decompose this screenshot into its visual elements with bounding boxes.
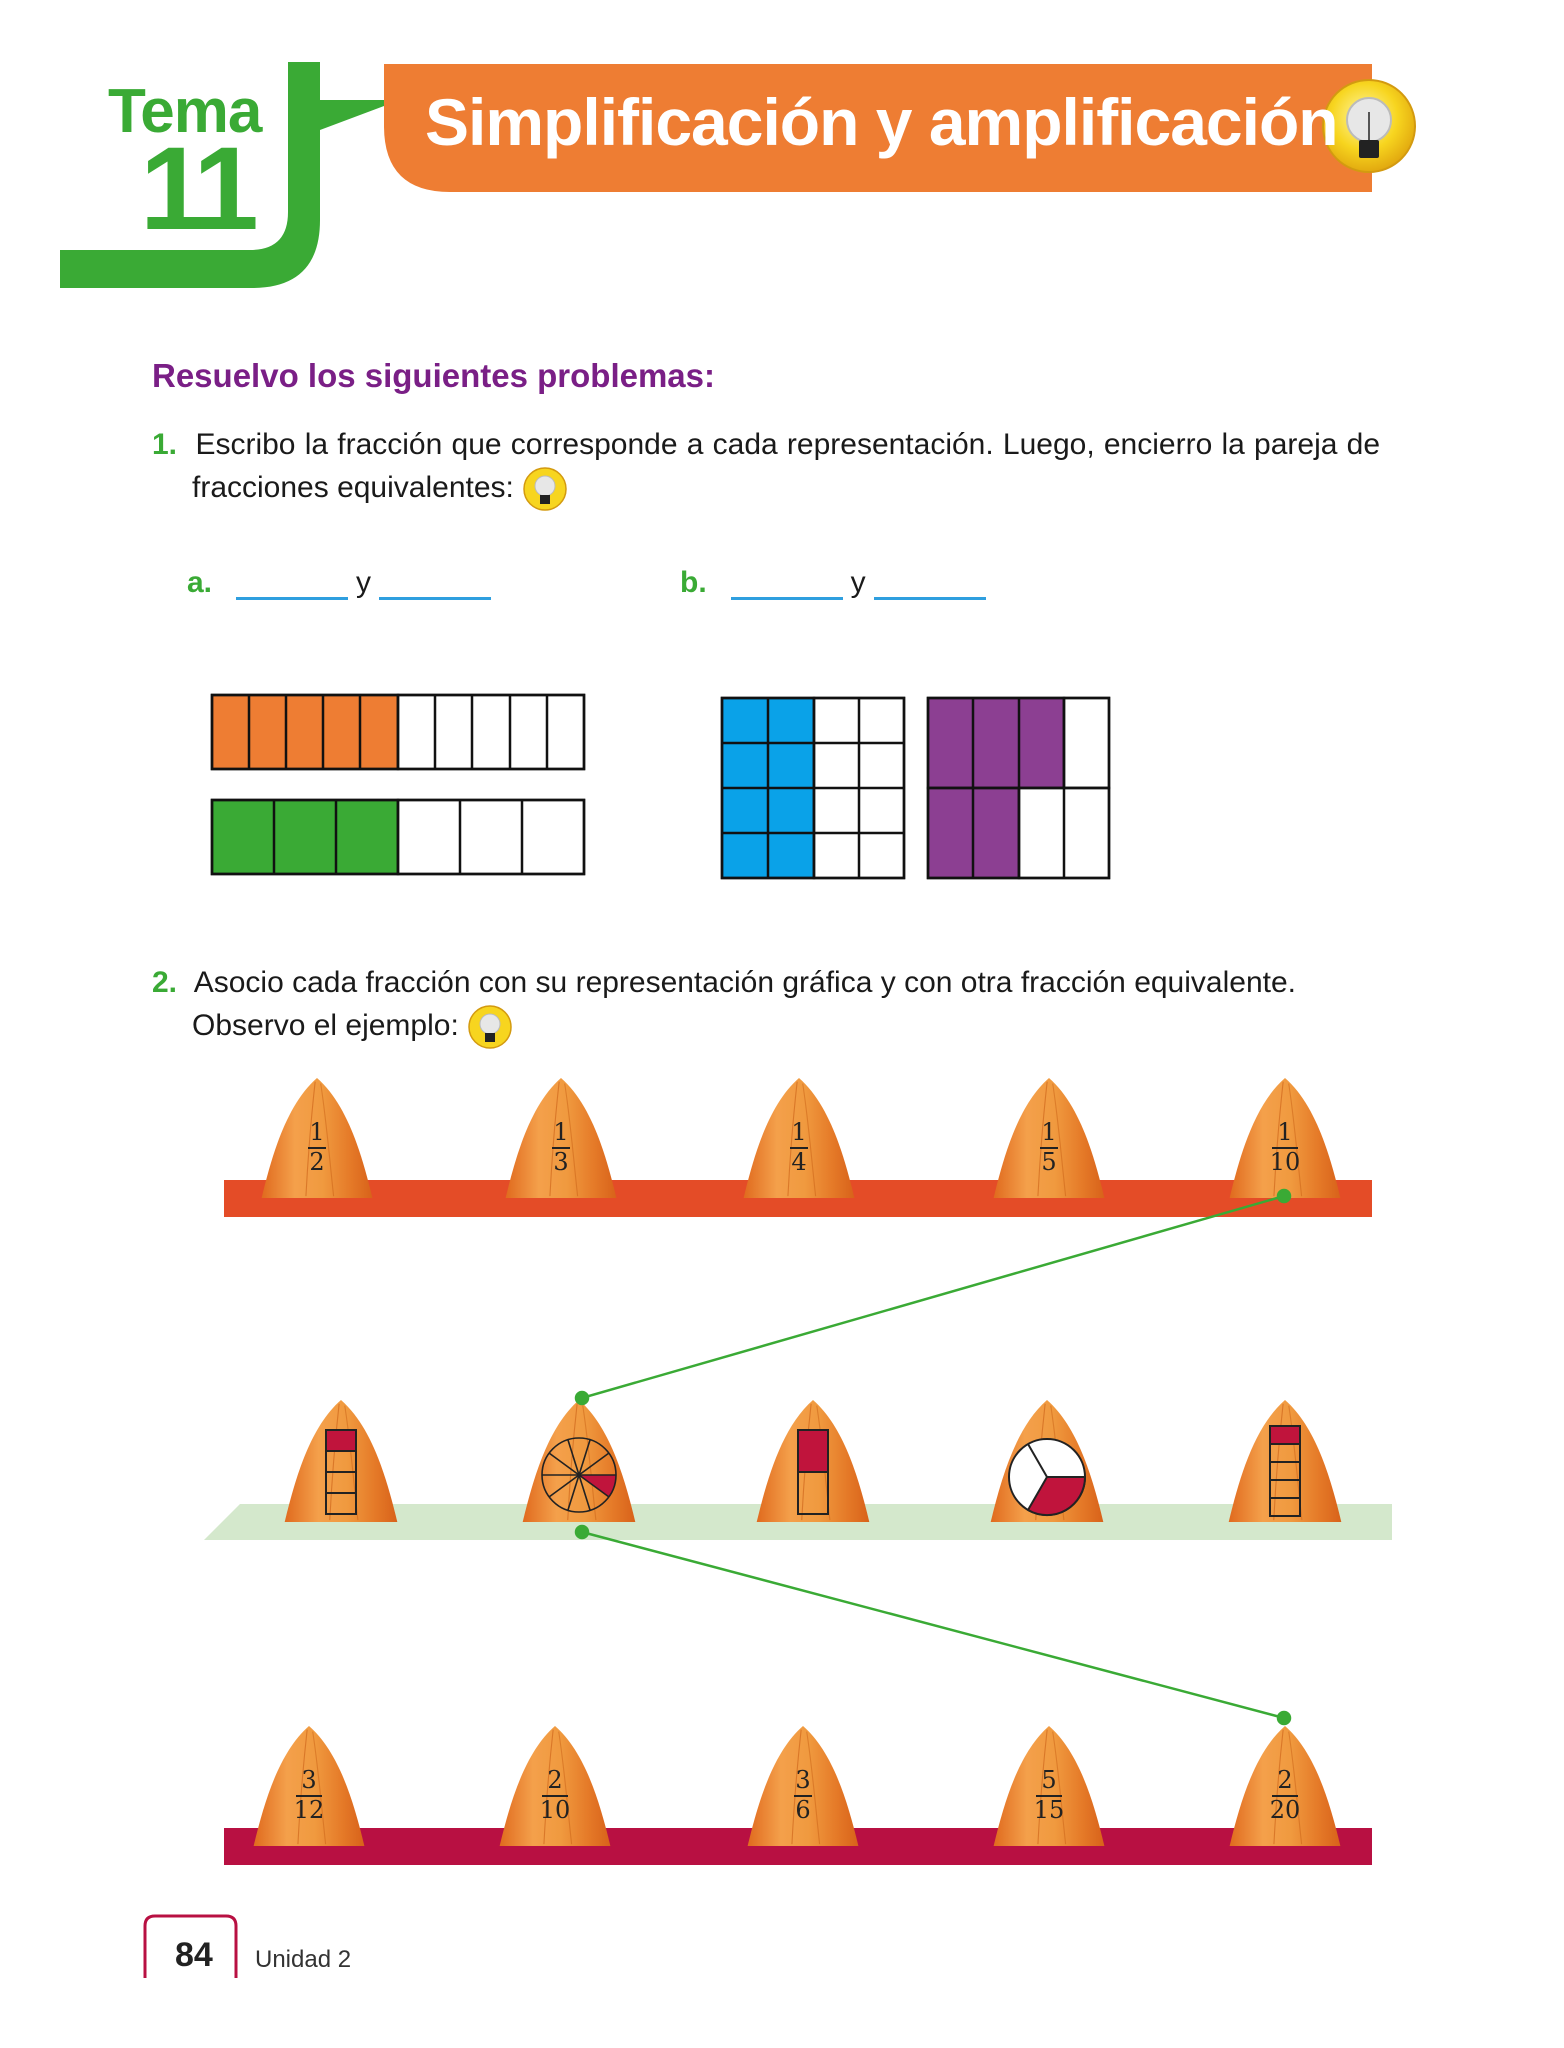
bottom-numerator-4: 5 (1041, 1766, 1057, 1794)
tema-number: 11 (140, 123, 253, 255)
page-number: 84 (175, 1936, 213, 1974)
exercise-2-number: 2. (152, 966, 178, 999)
unit-label: Unidad 2 (255, 1946, 352, 1973)
top-numerator-2: 1 (553, 1118, 569, 1146)
top-numerator-4: 1 (1041, 1118, 1057, 1146)
top-fraction-1 (308, 1118, 326, 1176)
link-dot (1278, 1712, 1290, 1724)
bottom-numerator-1: 3 (301, 1766, 317, 1794)
top-numerator-3: 1 (791, 1118, 807, 1146)
top-denominator-2: 3 (553, 1148, 569, 1176)
link-middle-to-bottom (582, 1532, 1284, 1718)
link-top-to-middle (582, 1196, 1284, 1398)
link-dot (1278, 1190, 1290, 1202)
top-numerator-5: 1 (1277, 1118, 1293, 1146)
section-heading: Resuelvo los siguientes problemas: (152, 357, 715, 394)
top-fraction-2 (552, 1118, 570, 1176)
part-b-label: b. (680, 566, 707, 599)
top-numerator-1: 1 (309, 1118, 325, 1146)
top-fraction-4 (1040, 1118, 1058, 1176)
exercise-1-text: Escribo la fracción que corresponde a cada representación. Luego, encierro la pareja de fracciones equivalentes: (192, 428, 1380, 504)
representation-circle-1-of-3 (1009, 1439, 1085, 1515)
part-a-label: a. (187, 566, 213, 599)
link-dot (576, 1392, 588, 1404)
top-fraction-3 (790, 1118, 808, 1176)
top-denominator-5: 10 (1269, 1148, 1301, 1176)
tema-label: Tema (108, 77, 262, 146)
bottom-denominator-3: 6 (795, 1796, 811, 1824)
bottom-numerator-3: 3 (795, 1766, 811, 1794)
top-denominator-1: 2 (309, 1148, 325, 1176)
link-dot (576, 1526, 588, 1538)
connector-y-b: y (850, 566, 866, 599)
bottom-denominator-5: 20 (1269, 1796, 1301, 1824)
bottom-fraction-3 (794, 1766, 812, 1824)
bottom-denominator-1: 12 (293, 1796, 325, 1824)
page-title: Simplificación y amplificación (425, 85, 1338, 159)
exercise-1-number: 1. (152, 428, 178, 461)
bottom-numerator-2: 2 (547, 1766, 563, 1794)
bottom-numerator-5: 2 (1277, 1766, 1293, 1794)
bottom-denominator-4: 15 (1033, 1796, 1065, 1824)
example-links (576, 1190, 1290, 1724)
connector-y-a: y (356, 566, 372, 599)
bottom-denominator-2: 10 (539, 1796, 571, 1824)
top-denominator-3: 4 (791, 1148, 807, 1176)
top-denominator-4: 5 (1041, 1148, 1057, 1176)
exercise-2-text: Asocio cada fracción con su representación gráfica y con otra fracción equivalente. Observo el ejemplo: (192, 966, 1296, 1042)
